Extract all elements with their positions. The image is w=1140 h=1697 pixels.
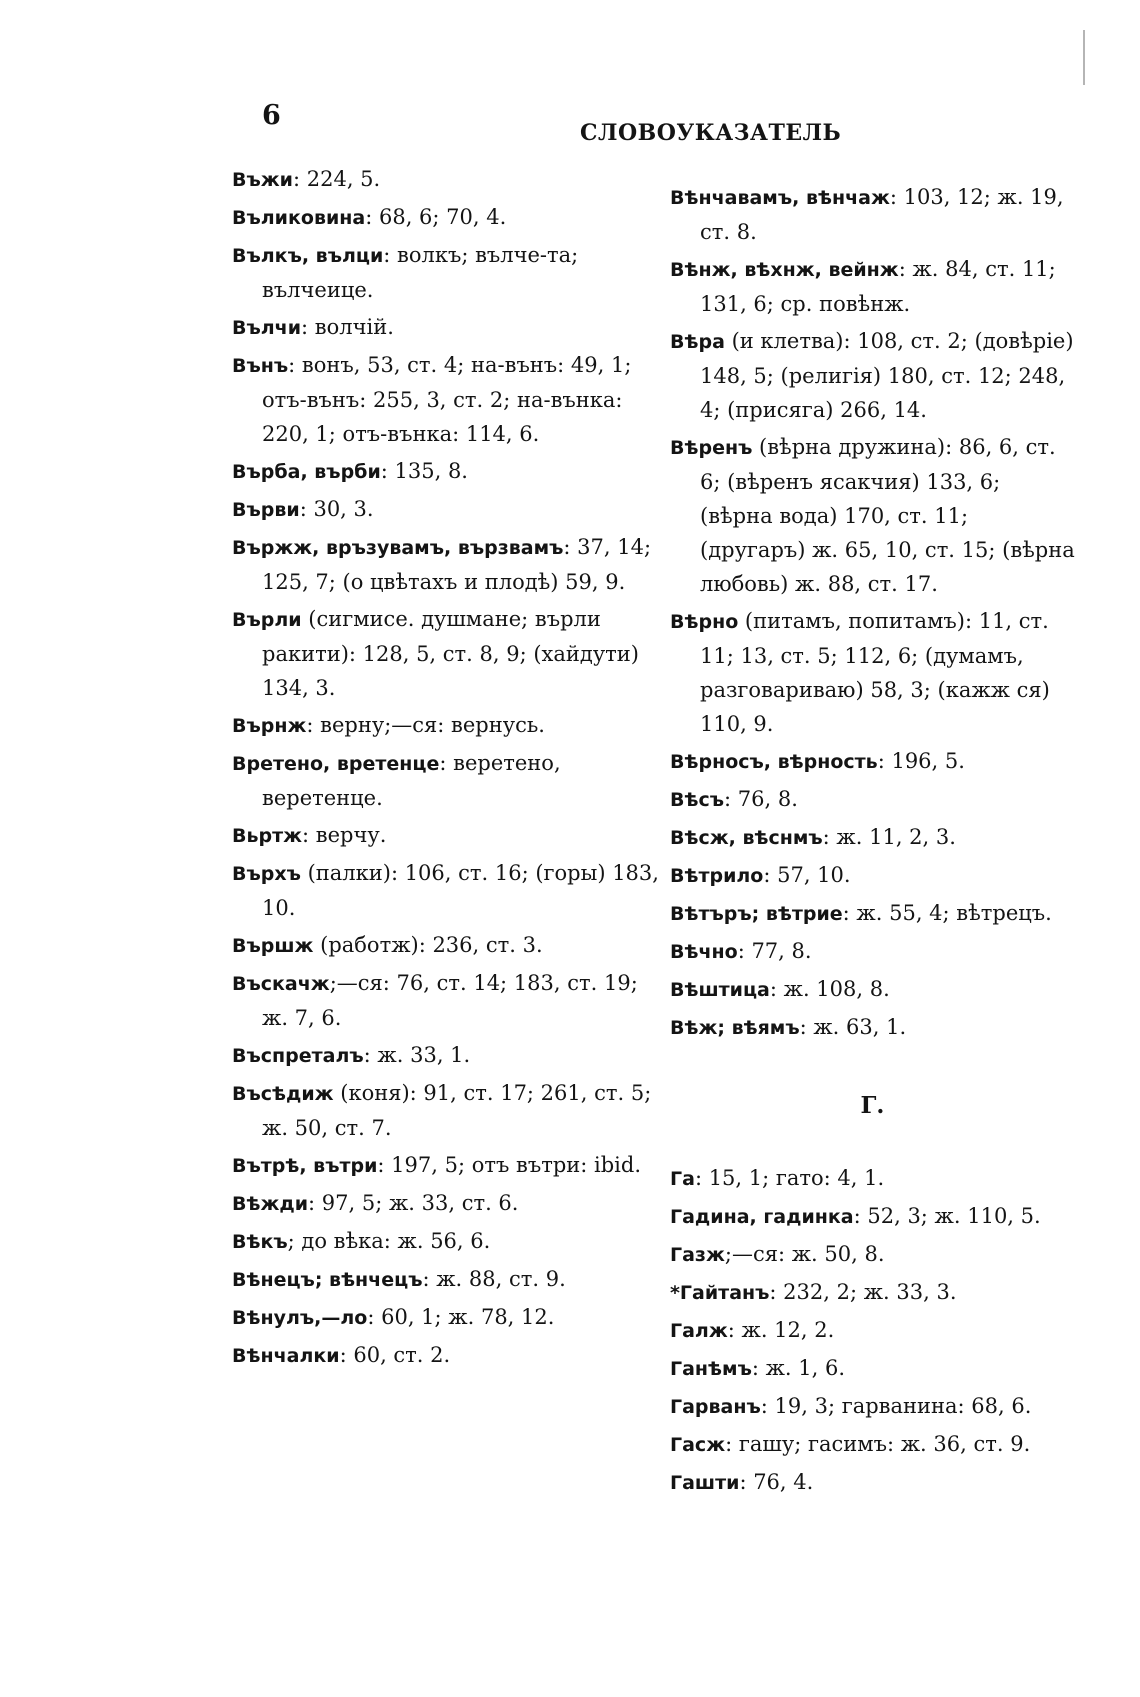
entry-headword: Гадина, гадинка bbox=[670, 1206, 854, 1228]
index-entry bbox=[232, 1338, 662, 1373]
index-entry bbox=[232, 856, 662, 925]
right-entries-g bbox=[670, 1161, 1075, 1500]
entry-headword: Вѣра bbox=[670, 331, 725, 353]
entry-references: : 52, 3; ж. 110, 5. bbox=[853, 1204, 1041, 1228]
entry-headword: Вѣжди bbox=[232, 1193, 309, 1215]
index-entry bbox=[232, 818, 662, 853]
running-head: СЛОВОУКАЗАТЕЛЬ bbox=[580, 120, 842, 146]
entry-references: : 30, 3. bbox=[299, 497, 374, 521]
entry-references: : волчiй. bbox=[301, 315, 394, 339]
index-entry bbox=[670, 1161, 1075, 1196]
entry-references: (сигмисе. душмане; върли ракити): 128, 5, ст. 8, 9; (хайдути) 134, 3. bbox=[262, 607, 639, 700]
entry-references: ;—ся: 76, ст. 14; 183, ст. 19; ж. 7, 6. bbox=[262, 971, 638, 1030]
entry-headword: Вълчи bbox=[232, 317, 302, 339]
entry-headword: Върба, върби bbox=[232, 461, 381, 483]
entry-references: : верчу. bbox=[302, 823, 387, 847]
entry-headword: Вѣж; вѣямъ bbox=[670, 1017, 800, 1039]
entry-headword: Вьртж bbox=[232, 825, 303, 847]
entry-references: : 135, 8. bbox=[380, 459, 468, 483]
entry-headword: Вълкъ, вълци bbox=[232, 245, 384, 267]
entry-references: : 76, 4. bbox=[739, 1470, 814, 1494]
index-entry bbox=[670, 180, 1075, 249]
index-entry bbox=[670, 1010, 1075, 1045]
index-entry bbox=[232, 238, 662, 307]
entry-headword: Гасж bbox=[670, 1434, 726, 1456]
entry-headword: Гашти bbox=[670, 1472, 740, 1494]
entry-headword: Вѣчно bbox=[670, 941, 738, 963]
entry-headword: Върнж bbox=[232, 715, 307, 737]
entry-references: : 60, 1; ж. 78, 12. bbox=[367, 1305, 555, 1329]
entry-headword: Вържж, връзувамъ, вързвамъ bbox=[232, 537, 564, 559]
entry-references: : ж. 84, ст. 11; 131, 6; ср. повѣнж. bbox=[700, 257, 1056, 316]
entry-references: (и клетва): 108, ст. 2; (довѣрiе) 148, 5; (религiя) 180, ст. 12; 248, 4; (присяга) 266, 14. bbox=[700, 329, 1074, 422]
index-entry bbox=[232, 1038, 662, 1073]
entry-references: : гашу; гасимъ: ж. 36, ст. 9. bbox=[725, 1432, 1031, 1456]
index-entry bbox=[670, 252, 1075, 321]
entry-references: (палки): 106, ст. 16; (горы) 183, 10. bbox=[262, 861, 659, 920]
entry-references: : 57, 10. bbox=[763, 863, 851, 887]
entry-references: : 19, 3; гарванина: 68, 6. bbox=[760, 1394, 1032, 1418]
entry-references: : ж. 33, 1. bbox=[363, 1043, 471, 1067]
index-entry bbox=[232, 928, 662, 963]
left-column bbox=[232, 162, 662, 1376]
index-entry bbox=[670, 972, 1075, 1007]
entry-references: : 197, 5; отъ вътри: ibid. bbox=[377, 1153, 641, 1177]
entry-references: : 15, 1; гато: 4, 1. bbox=[694, 1166, 885, 1190]
entry-headword: Вършж bbox=[232, 935, 314, 957]
entry-references: : ж. 55, 4; вѣтрецъ. bbox=[842, 901, 1052, 925]
entry-references: ;—ся: ж. 50, 8. bbox=[724, 1242, 885, 1266]
entry-references: (питамъ, попитамъ): 11, ст. 11; 13, ст. 5; 112, 6; (думамъ, разговариваю) 58, 3; (кажж ся) 110, 9. bbox=[700, 609, 1050, 736]
entry-references: : ж. 12, 2. bbox=[727, 1318, 835, 1342]
entry-headword: Въжи bbox=[232, 169, 293, 191]
index-entry bbox=[670, 1199, 1075, 1234]
entry-headword: Вѣсж, вѣснмъ bbox=[670, 827, 823, 849]
entry-headword: Газж bbox=[670, 1244, 725, 1266]
index-entry bbox=[232, 200, 662, 235]
index-entry bbox=[670, 324, 1075, 427]
entry-references: : 77, 8. bbox=[737, 939, 812, 963]
entry-references: : 76, 8. bbox=[724, 787, 798, 811]
index-entry bbox=[670, 1351, 1075, 1386]
entry-headword: Вѣрносъ, вѣрность bbox=[670, 751, 878, 773]
index-entry bbox=[232, 1186, 662, 1221]
index-entry bbox=[232, 602, 662, 705]
entry-headword: Вѣсъ bbox=[670, 789, 725, 811]
entry-references: : ж. 11, 2, 3. bbox=[822, 825, 956, 849]
entry-headword: Га bbox=[670, 1168, 695, 1190]
index-entry bbox=[232, 348, 662, 451]
entry-references: : ж. 63, 1. bbox=[799, 1015, 907, 1039]
index-entry bbox=[232, 162, 662, 197]
entry-headword: Вѣнецъ; вѣнчецъ bbox=[232, 1269, 423, 1291]
index-entry bbox=[670, 782, 1075, 817]
entry-references: : 196, 5. bbox=[877, 749, 965, 773]
right-entries-v bbox=[670, 180, 1075, 1045]
entry-headword: Вѣренъ bbox=[670, 437, 753, 459]
page-number: 6 bbox=[262, 100, 281, 131]
index-entry bbox=[232, 746, 662, 815]
entry-headword: Галж bbox=[670, 1320, 728, 1342]
entry-references: : 37, 14; 125, 7; (о цвѣтахъ и плодѣ) 59, 9. bbox=[262, 535, 652, 594]
entry-references: : 97, 5; ж. 33, ст. 6. bbox=[308, 1191, 519, 1215]
index-entry bbox=[232, 1224, 662, 1259]
entry-references: : 232, 2; ж. 33, 3. bbox=[769, 1280, 957, 1304]
index-entry bbox=[232, 1300, 662, 1335]
entry-headword: Вѣкъ bbox=[232, 1231, 288, 1253]
index-entry bbox=[232, 1076, 662, 1145]
index-entry bbox=[232, 492, 662, 527]
entry-headword: Върви bbox=[232, 499, 300, 521]
index-entry bbox=[670, 604, 1075, 741]
entry-references: : 103, 12; ж. 19, ст. 8. bbox=[700, 185, 1064, 244]
entry-headword: Въликовина bbox=[232, 207, 366, 229]
entry-headword: Вѣтрило bbox=[670, 865, 764, 887]
index-entry bbox=[232, 454, 662, 489]
entry-headword: *Гайтанъ bbox=[670, 1282, 770, 1304]
entry-headword: Вѣтъръ; вѣтрие bbox=[670, 903, 843, 925]
index-entry bbox=[232, 966, 662, 1035]
index-entry bbox=[670, 1427, 1075, 1462]
section-letter-g: Г. bbox=[860, 1092, 885, 1119]
entry-headword: Вѣштица bbox=[670, 979, 770, 1001]
entry-headword: Въсѣдиж bbox=[232, 1083, 334, 1105]
entry-headword: Вънъ bbox=[232, 355, 289, 377]
index-entry bbox=[232, 708, 662, 743]
entry-headword: Въскачж bbox=[232, 973, 330, 995]
entry-headword: Върли bbox=[232, 609, 302, 631]
entry-headword: Вѣнж, вѣхнж, вейнж bbox=[670, 259, 899, 281]
index-entry bbox=[232, 530, 662, 599]
entry-headword: Въспреталъ bbox=[232, 1045, 364, 1067]
index-entry bbox=[232, 1262, 662, 1297]
entry-references: (работж): 236, ст. 3. bbox=[313, 933, 543, 957]
entry-headword: Вътрѣ, вътри bbox=[232, 1155, 378, 1177]
entry-headword: Вѣнчавамъ, вѣнчаж bbox=[670, 187, 890, 209]
index-entry bbox=[670, 1465, 1075, 1500]
entry-references: : веретено, веретенце. bbox=[262, 751, 561, 810]
entry-references: (коня): 91, ст. 17; 261, ст. 5; ж. 50, ст. 7. bbox=[262, 1081, 652, 1140]
index-entry bbox=[232, 310, 662, 345]
page-edge-line bbox=[1083, 30, 1085, 85]
entry-references: : 68, 6; 70, 4. bbox=[365, 205, 507, 229]
entry-references: : ж. 1, 6. bbox=[751, 1356, 846, 1380]
index-entry bbox=[670, 858, 1075, 893]
index-entry bbox=[670, 430, 1075, 601]
index-entry bbox=[670, 1389, 1075, 1424]
entry-headword: Вѣрно bbox=[670, 611, 739, 633]
entry-headword: Върхъ bbox=[232, 863, 301, 885]
index-entry bbox=[670, 1237, 1075, 1272]
entry-references: : 224, 5. bbox=[292, 167, 381, 191]
entry-references: : ж. 88, ст. 9. bbox=[422, 1267, 566, 1291]
entry-headword: Вретено, вретенце bbox=[232, 753, 440, 775]
index-entry bbox=[670, 896, 1075, 931]
entry-headword: Вѣнулъ,—ло bbox=[232, 1307, 368, 1329]
entry-references: : ж. 108, 8. bbox=[769, 977, 890, 1001]
index-entry bbox=[232, 1148, 662, 1183]
index-entry bbox=[670, 1275, 1075, 1310]
entry-references: (вѣрна дружина): 86, 6, ст. 6; (вѣренъ ясакчия) 133, 6; (вѣрна вода) 170, ст. 11; (другаръ) ж. 65, 10, ст. 15; (вѣрна любовь) ж. 88, ст. 17. bbox=[700, 435, 1075, 596]
entry-references: : вонъ, 53, ст. 4; на-вънъ: 49, 1; отъ-вънъ: 255, 3, ст. 2; на-вънка: 220, 1; отъ-вънка: 114, 6. bbox=[262, 353, 632, 446]
entry-references: ; до вѣка: ж. 56, 6. bbox=[287, 1229, 491, 1253]
entry-headword: Вѣнчалки bbox=[232, 1345, 340, 1367]
index-entry bbox=[670, 1313, 1075, 1348]
entry-references: : верну;—ся: вернусь. bbox=[306, 713, 545, 737]
entry-references: : волкъ; вълче-та; вълчеице. bbox=[262, 243, 579, 302]
index-entry bbox=[670, 744, 1075, 779]
entry-headword: Ганѣмъ bbox=[670, 1358, 752, 1380]
index-entry bbox=[670, 934, 1075, 969]
right-column bbox=[670, 180, 1075, 1503]
entry-headword: Гарванъ bbox=[670, 1396, 761, 1418]
index-entry bbox=[670, 820, 1075, 855]
entry-references: : 60, ст. 2. bbox=[339, 1343, 451, 1367]
